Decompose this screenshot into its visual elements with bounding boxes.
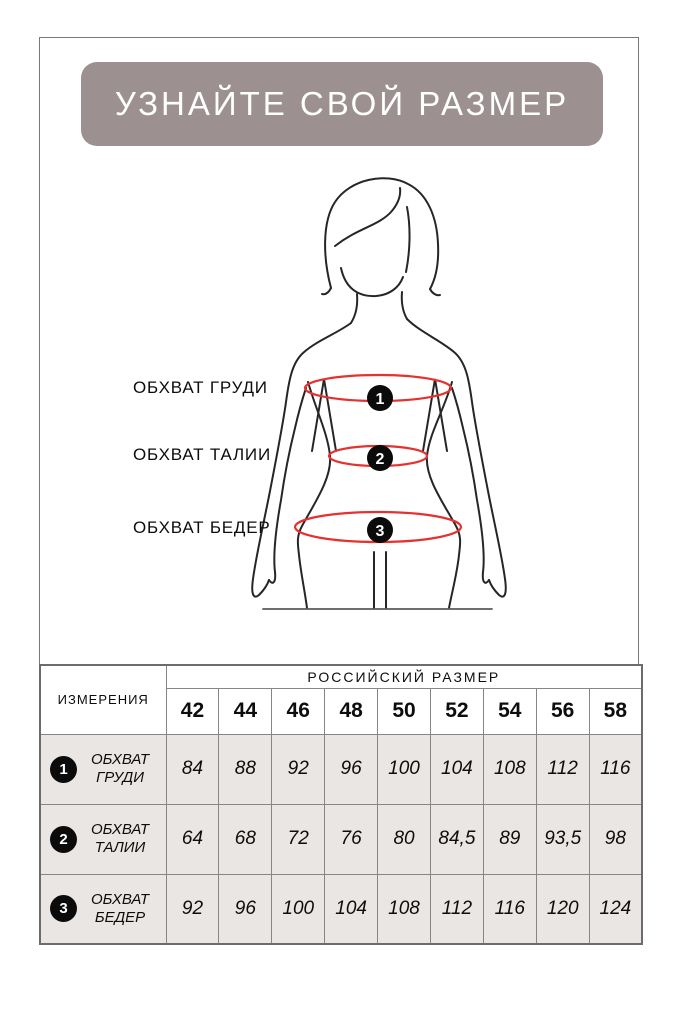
size-cell: 44 xyxy=(219,688,272,734)
value-cell: 84 xyxy=(166,734,219,804)
size-cell: 42 xyxy=(166,688,219,734)
neck-left-icon xyxy=(351,294,357,323)
russian-size-header-cell: РОССИЙСКИЙ РАЗМЕР xyxy=(166,665,642,688)
row-label-cell xyxy=(40,804,166,874)
face-edge-icon xyxy=(406,207,410,272)
row-badge: 2 xyxy=(50,826,77,853)
hips-measure-label: ОБХВАТ БЕДЕР xyxy=(133,518,271,537)
value-cell: 100 xyxy=(272,874,325,944)
hair-tip-left-icon xyxy=(322,288,331,294)
row-label: ОБХВАТ ТАЛИИ xyxy=(90,821,150,856)
value-cell: 64 xyxy=(166,804,219,874)
marker-3-number: 3 xyxy=(375,523,385,540)
value-cell: 84,5 xyxy=(430,804,483,874)
size-cell: 56 xyxy=(536,688,589,734)
value-cell: 93,5 xyxy=(536,804,589,874)
size-cell: 58 xyxy=(589,688,642,734)
value-cell: 112 xyxy=(536,734,589,804)
value-cell: 96 xyxy=(325,734,378,804)
value-cell: 116 xyxy=(483,874,536,944)
value-cell: 98 xyxy=(589,804,642,874)
neck-right-icon xyxy=(402,292,407,319)
bust-line-left-icon xyxy=(312,379,336,451)
measurements-header-cell: ИЗМЕРЕНИЯ xyxy=(40,665,166,734)
value-cell: 124 xyxy=(589,874,642,944)
size-table xyxy=(39,664,643,945)
value-cell: 92 xyxy=(166,874,219,944)
row-badge: 3 xyxy=(50,895,77,922)
hair-swoosh-icon xyxy=(335,188,400,246)
size-cell: 46 xyxy=(272,688,325,734)
value-cell: 116 xyxy=(589,734,642,804)
waist-measure-label: ОБХВАТ ТАЛИИ xyxy=(133,445,271,464)
row-label: ОБХВАТ ГРУДИ xyxy=(90,751,150,786)
torso-right-icon xyxy=(427,382,460,608)
marker-1-number: 1 xyxy=(375,391,385,408)
title-banner xyxy=(81,62,603,146)
table-row-waist xyxy=(40,804,642,874)
marker-2-number: 2 xyxy=(375,451,385,468)
size-cell: 52 xyxy=(430,688,483,734)
value-cell: 80 xyxy=(378,804,431,874)
value-cell: 72 xyxy=(272,804,325,874)
face-line-icon xyxy=(341,268,403,296)
value-cell: 120 xyxy=(536,874,589,944)
right-arm-outer-icon xyxy=(407,319,506,597)
marker-3 xyxy=(367,517,393,543)
value-cell: 104 xyxy=(430,734,483,804)
value-cell: 76 xyxy=(325,804,378,874)
chest-measure-label: ОБХВАТ ГРУДИ xyxy=(133,378,268,397)
torso-left-icon xyxy=(298,382,330,608)
value-cell: 112 xyxy=(430,874,483,944)
value-cell: 88 xyxy=(219,734,272,804)
value-cell: 96 xyxy=(219,874,272,944)
page-title: УЗНАЙТЕ СВОЙ РАЗМЕР xyxy=(114,85,570,122)
marker-2 xyxy=(367,445,393,471)
value-cell: 68 xyxy=(219,804,272,874)
size-cell: 50 xyxy=(378,688,431,734)
table-row-hips xyxy=(40,874,642,944)
row-badge: 1 xyxy=(50,756,77,783)
row-label-cell xyxy=(40,734,166,804)
row-label: ОБХВАТ БЕДЕР xyxy=(90,890,150,926)
table-header-row xyxy=(40,665,642,688)
value-cell: 100 xyxy=(378,734,431,804)
body-diagram xyxy=(240,160,540,620)
value-cell: 92 xyxy=(272,734,325,804)
value-cell: 89 xyxy=(483,804,536,874)
bust-line-right-icon xyxy=(423,379,447,451)
value-cell: 108 xyxy=(378,874,431,944)
right-arm-inner-icon xyxy=(452,388,489,583)
size-cell: 48 xyxy=(325,688,378,734)
value-cell: 104 xyxy=(325,874,378,944)
value-cell: 108 xyxy=(483,734,536,804)
size-cell: 54 xyxy=(483,688,536,734)
hair-tip-right-icon xyxy=(430,289,440,295)
table-row-chest xyxy=(40,734,642,804)
left-arm-inner-icon xyxy=(269,388,306,583)
marker-1 xyxy=(367,385,393,411)
row-label-cell xyxy=(40,874,166,944)
